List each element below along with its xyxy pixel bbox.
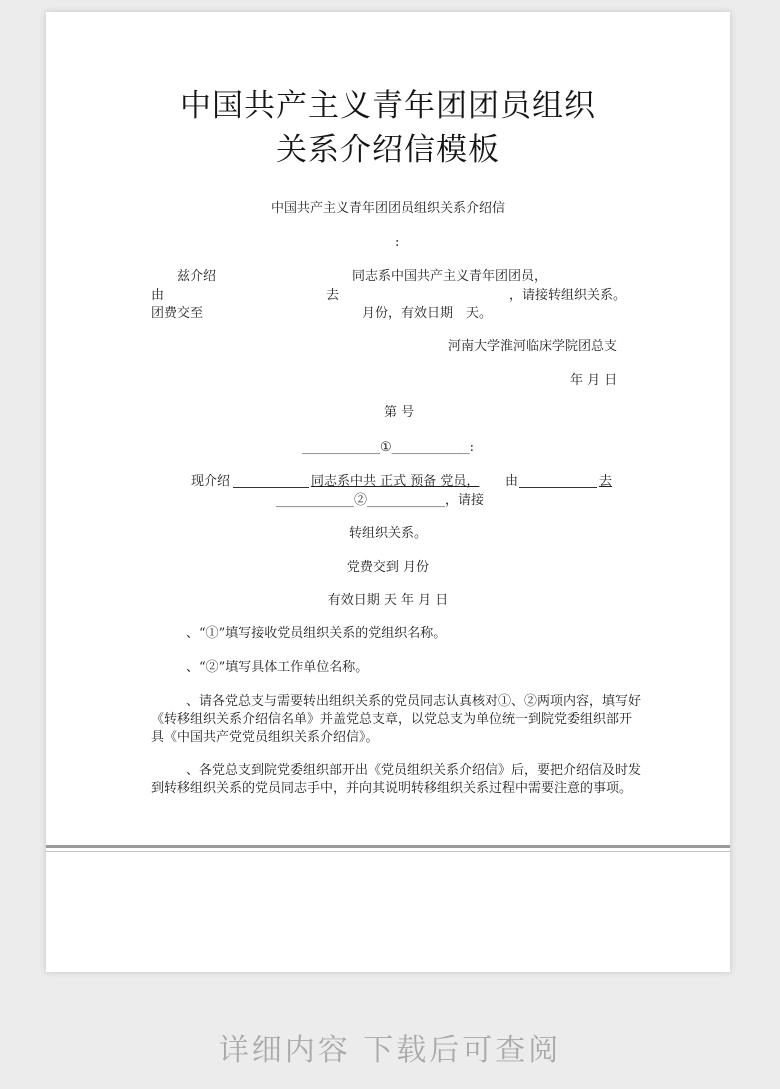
member-status-text: 同志系中国共产主义青年团团员， — [352, 269, 548, 284]
page-break-rule-thin — [46, 851, 730, 852]
party-transfer-text: 转组织关系。 — [348, 526, 427, 541]
name-blank — [233, 487, 309, 488]
issue-date: 年 月 日 — [570, 373, 618, 388]
from-label: 由 — [151, 288, 165, 303]
issuer-name: 河南大学淮河临床学院团总支 — [448, 339, 618, 354]
party-intro-label: 现介绍 — [191, 474, 231, 489]
transfer-request-text: ，请接转组织关系。 — [509, 288, 627, 303]
validity-text: 月份，有效日期 天。 — [362, 306, 493, 321]
party-to-label: 去 — [599, 474, 613, 489]
party-member-status: 同志系中共 正式 预备 党员， — [311, 474, 480, 489]
page-break-rule — [46, 845, 730, 848]
to-label: 去 — [326, 288, 340, 303]
letter-subtitle: 中国共产主义青年团团员组织关系介绍信 — [270, 201, 505, 216]
title-line-1: 中国共产主义青年团团员组织 — [180, 88, 596, 124]
document-page — [46, 12, 730, 972]
download-hint: 详细内容 下载后可查阅 — [218, 1033, 562, 1068]
party-recipient-line: ____________①____________: — [301, 440, 475, 455]
letter-number: 第 号 — [384, 405, 415, 420]
intro-label: 兹介绍 — [177, 269, 217, 284]
note-4: 、各党总支到院党委组织部开出《党员组织关系介绍信》后，要把介绍信及时发到转移组织关系的党员同志手中，并向其说明转移组织关系过程中需要注意的事项。 — [151, 763, 642, 796]
from-blank — [519, 487, 597, 488]
recipient-colon: : — [395, 235, 400, 250]
party-validity-text: 有效日期 天 年 月 日 — [327, 593, 449, 608]
party-dues-text: 党费交到 月份 — [346, 560, 430, 575]
note-1: 、“①”填写接收党员组织关系的党组织名称。 — [186, 626, 447, 641]
title-line-2: 关系介绍信模板 — [276, 132, 500, 168]
dues-label: 团费交至 — [151, 306, 204, 321]
note-3: 、请各党总支与需要转出组织关系的党员同志认真核对①、②两项内容，填写好《转移组织关系介绍信名单》并盖党总支章，以党总支为单位统一到院党委组织部开具《中国共产党党员组织关系介绍信》。 — [151, 694, 642, 745]
note-2: 、“②”填写具体工作单位名称。 — [186, 660, 369, 675]
party-unit-line: ____________②____________，请接 — [276, 493, 485, 508]
party-from-label: 由 — [505, 474, 519, 489]
